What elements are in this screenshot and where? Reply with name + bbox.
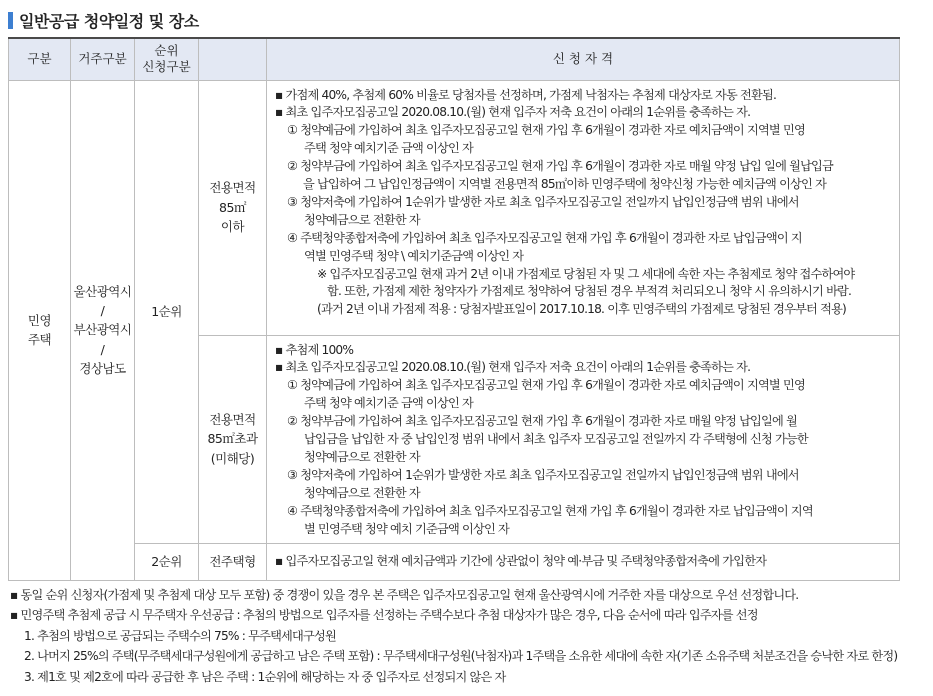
text-line: 을 납입하여 그 납입인정금액이 지역별 전용면적 85㎡이하 민영주택에 청약신청 가능한 예치금액 이상인 자 (303, 177, 827, 192)
rank1-cell: 1순위 (135, 80, 199, 543)
text-line: 주택 청약 예치기준 금액 이상인 자 (304, 396, 473, 411)
table-row (9, 80, 900, 335)
header-qualification: 신 청 자 격 (267, 38, 900, 80)
header-area (199, 38, 267, 80)
residence-line4: / (100, 341, 105, 357)
table-row (9, 543, 900, 580)
text-line: ▪ 추첨제 100% (275, 342, 354, 357)
header-rank-line1: 순위 (154, 43, 179, 58)
note-item: 3. 제1호 및 제2호에 따라 공급한 후 남은 주택 : 1순위에 해당하는 자 중 입주자로 선정되지 않은 자 (24, 669, 506, 684)
text-line: 청약예금으로 전환한 자 (304, 485, 420, 500)
category-line2: 주택 (27, 332, 52, 347)
qualification-over-85 (267, 335, 900, 543)
all-types-cell: 전주택형 (199, 543, 267, 580)
residence-line3: 부산광역시 (73, 322, 132, 338)
text-line: ① 청약예금에 가입하여 최초 입주자모집공고일 현재 가입 후 6개월이 경과한 자로 예치금액이 지역별 민영 (287, 378, 805, 393)
residence-line1: 울산광역시 (73, 283, 132, 299)
residence-cell (71, 80, 135, 580)
rank2-cell: 2순위 (135, 543, 199, 580)
category-line1: 민영 (27, 312, 52, 328)
text-line: 역별 민영주택 청약 \ 예치기준금액 이상인 자 (304, 248, 524, 263)
text-line: 청약예금으로 전환한 자 (304, 449, 420, 464)
note-item: 2. 나머지 25%의 주택(무주택세대구성원에게 공급하고 남은 주택 포함) : 무주택세대구성원(낙첨자)과 1주택을 소유한 세대에 속한 자(기존 소유주택 처분조건을 승낙한 자로 한정) (24, 649, 898, 664)
text-line: ④ 주택청약종합저축에 가입하여 최초 입주자모집공고일 현재 가입 후 6개월이 경과한 자로 납입금액이 지 (287, 230, 802, 245)
area1-line1: 전용면적 (209, 180, 256, 196)
text-line: ④ 주택청약종합저축에 가입하여 최초 입주자모집공고일 현재 가입 후 6개월이 경과한 자로 납입금액이 지역 (287, 503, 813, 518)
area2-line1: 전용면적 (209, 411, 256, 427)
area1-line2: 85㎡ (219, 199, 246, 215)
header-residence: 거주구분 (71, 38, 135, 80)
footnotes (10, 585, 915, 687)
text-line: ※ 입주자모집공고일 현재 과거 2년 이내 가점제로 당첨된 자 및 그 세대에 속한 자는 추첨제로 청약 접수하여야 (317, 266, 855, 281)
header-rank-line2: 신청구분 (142, 59, 191, 75)
text-line: ② 청약부금에 가입하여 최초 입주자모집공고일 현재 가입 후 6개월이 경과한 자로 매월 약정 납입일에 월 (287, 414, 798, 429)
section-title: 일반공급 청약일정 및 장소 (19, 11, 199, 31)
note-item: 1. 추첨의 방법으로 공급되는 주택수의 75% : 무주택세대구성원 (24, 628, 336, 643)
text-line: 주택 청약 예치기준 금액 이상인 자 (304, 141, 473, 156)
text-line: ▪ 가점제 40%, 추첨제 60% 비율로 당첨자를 선정하며, 가점제 낙첨자는 추첨제 대상자로 자동 전환됨. (275, 87, 777, 102)
text-line: 청약예금으로 전환한 자 (304, 212, 420, 227)
residence-line2: / (100, 302, 105, 318)
text-line: ③ 청약저축에 가입하여 1순위가 발생한 자로 최초 입주자모집공고일 전일까지 납입인정금액 범위 내에서 (287, 467, 799, 482)
qualification-rank2: ▪ 입주자모집공고일 현재 예치금액과 기간에 상관없이 청약 예·부금 및 주택청약종합저축에 가입한자 (267, 543, 900, 580)
text-line: ▪ 최초 입주자모집공고일 2020.08.10.(월) 현재 입주자 저축 요건이 아래의 1순위를 충족하는 자. (275, 360, 751, 375)
section-header (8, 8, 199, 32)
text-line: 함. 또한, 가점제 제한 청약자가 가점제로 청약하여 당첨된 경우 부적격 처리되오니 청약 시 유의하시기 바람. (327, 284, 852, 299)
note-item: ▪ 민영주택 추첨제 공급 시 무주택자 우선공급 : 추첨의 방법으로 입주자를 선정하는 주택수보다 추첨 대상자가 많은 경우, 다음 순서에 따라 입주자를 선정 (10, 608, 758, 623)
area1-line3: 이하 (220, 219, 245, 235)
table-header-row (9, 38, 900, 80)
text-line: 별 민영주택 청약 예치 기준금액 이상인 자 (304, 521, 509, 536)
text-line: ③ 청약저축에 가입하여 1순위가 발생한 자로 최초 입주자모집공고일 전일까지 납입인정금액 범위 내에서 (287, 194, 799, 209)
header-rank (135, 38, 199, 80)
text-line: (과거 2년 이내 가점제 적용 : 당첨자발표일이 2017.10.18. 이후 민영주택의 가점제로 당첨된 경우부터 적용) (317, 302, 846, 317)
header-category: 구분 (9, 38, 71, 80)
area-under-85-cell (199, 80, 267, 335)
title-accent-bar (8, 12, 13, 29)
text-line: 납입금을 납입한 자 중 납입인정 범위 내에서 최초 입주자 모집공고일 전일까지 각 주택형에 신청 가능한 (304, 432, 808, 447)
eligibility-table (8, 37, 900, 581)
area2-line2: 85㎡초과 (207, 431, 258, 447)
residence-line5: 경상남도 (79, 361, 126, 377)
category-cell (9, 80, 71, 580)
text-line: ▪ 최초 입주자모집공고일 2020.08.10.(월) 현재 입주자 저축 요건이 아래의 1순위를 충족하는 자. (275, 105, 751, 120)
qualification-under-85 (267, 80, 900, 335)
area2-line3: (미해당) (210, 450, 255, 466)
text-line: ② 청약부금에 가입하여 최초 입주자모집공고일 현재 가입 후 6개월이 경과한 자로 매월 약정 납입 일에 월납입금 (287, 159, 834, 174)
text-line: ① 청약예금에 가입하여 최초 입주자모집공고일 현재 가입 후 6개월이 경과한 자로 예치금액이 지역별 민영 (287, 123, 805, 138)
area-over-85-cell (199, 335, 267, 543)
note-item: ▪ 동일 순위 신청자(가점제 및 추첨제 대상 모두 포함) 중 경쟁이 있을 경우 본 주택은 입주자모집공고일 현재 울산광역시에 거주한 자를 대상으로 우선 선정합니다. (10, 588, 799, 602)
